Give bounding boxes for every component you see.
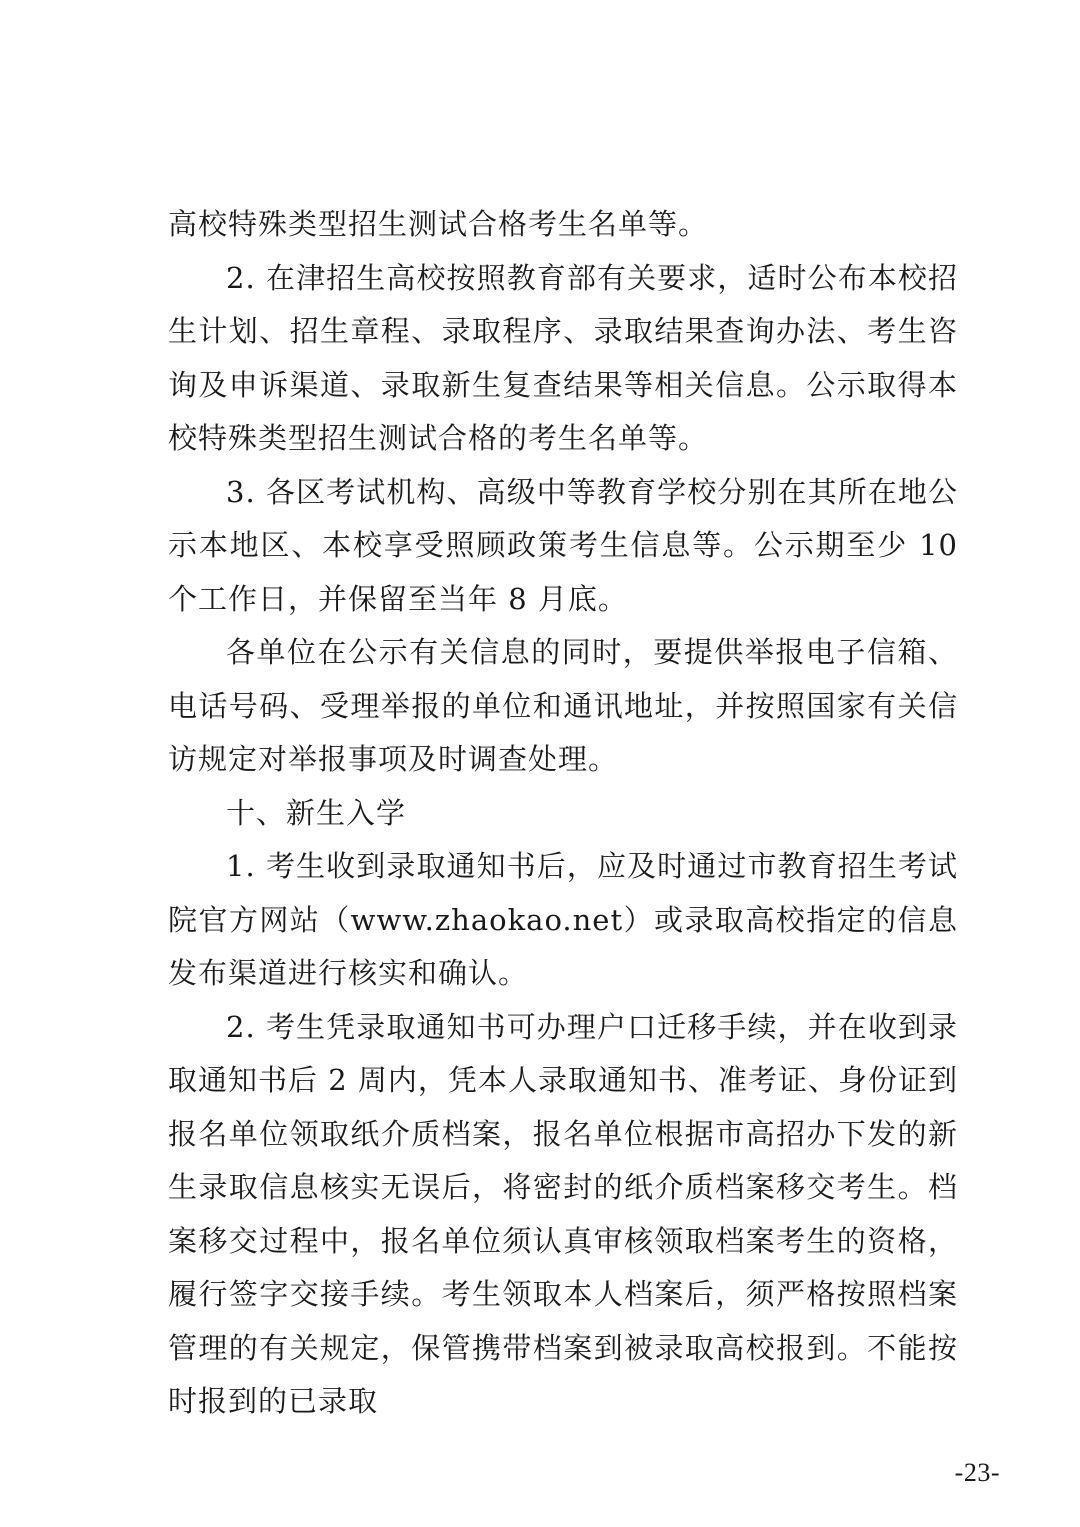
paragraph-continuation: 高校特殊类型招生测试合格考生名单等。 <box>168 207 709 241</box>
section-heading-enrollment: 十、新生入学 <box>226 795 407 830</box>
page-number: -23- <box>954 1458 1000 1487</box>
paragraph-enrollment-item-2: 2. 考生凭录取通知书可办理户口迁移手续，并在收到录取通知书后 2 周内，凭本人录取通知书、准考证、身份证到报名单位领取纸介质档案，报名单位根据市高招办下发的新生录取信息核实无误后，将密封的纸介质档案移交考生。档案移交过程中，报名单位须认真审核领取档案考生的资格，履行签字交接手续。考生领取本人档案后，须严格按照档案管理的有关规定，保管携带档案到被录取高校报到。不能按时报到的已录取 <box>168 1009 958 1418</box>
paragraph-item-3-districts: 3. 各区考试机构、高级中等教育学校分别在其所在地公示本地区、本校享受照顾政策考生信息等。公示期至少 10 个工作日，并保留至当年 8 月底。 <box>168 474 958 616</box>
paragraph-item-2-universities: 2. 在津招生高校按照教育部有关要求，适时公布本校招生计划、招生章程、录取程序、录取结果查询办法、考生咨询及申诉渠道、录取新生复查结果等相关信息。公示取得本校特殊类型招生测试合格的考生名单等。 <box>168 260 958 455</box>
document-body <box>168 198 958 1429</box>
paragraph-enrollment-item-1: 1. 考生收到录取通知书后，应及时通过市教育招生考试院官方网站（www.zhaokao.net）或录取高校指定的信息发布渠道进行核实和确认。 <box>168 849 958 990</box>
paragraph-reporting: 各单位在公示有关信息的同时，要提供举报电子信箱、电话号码、受理举报的单位和通讯地址，并按照国家有关信访规定对举报事项及时调查处理。 <box>168 635 958 776</box>
